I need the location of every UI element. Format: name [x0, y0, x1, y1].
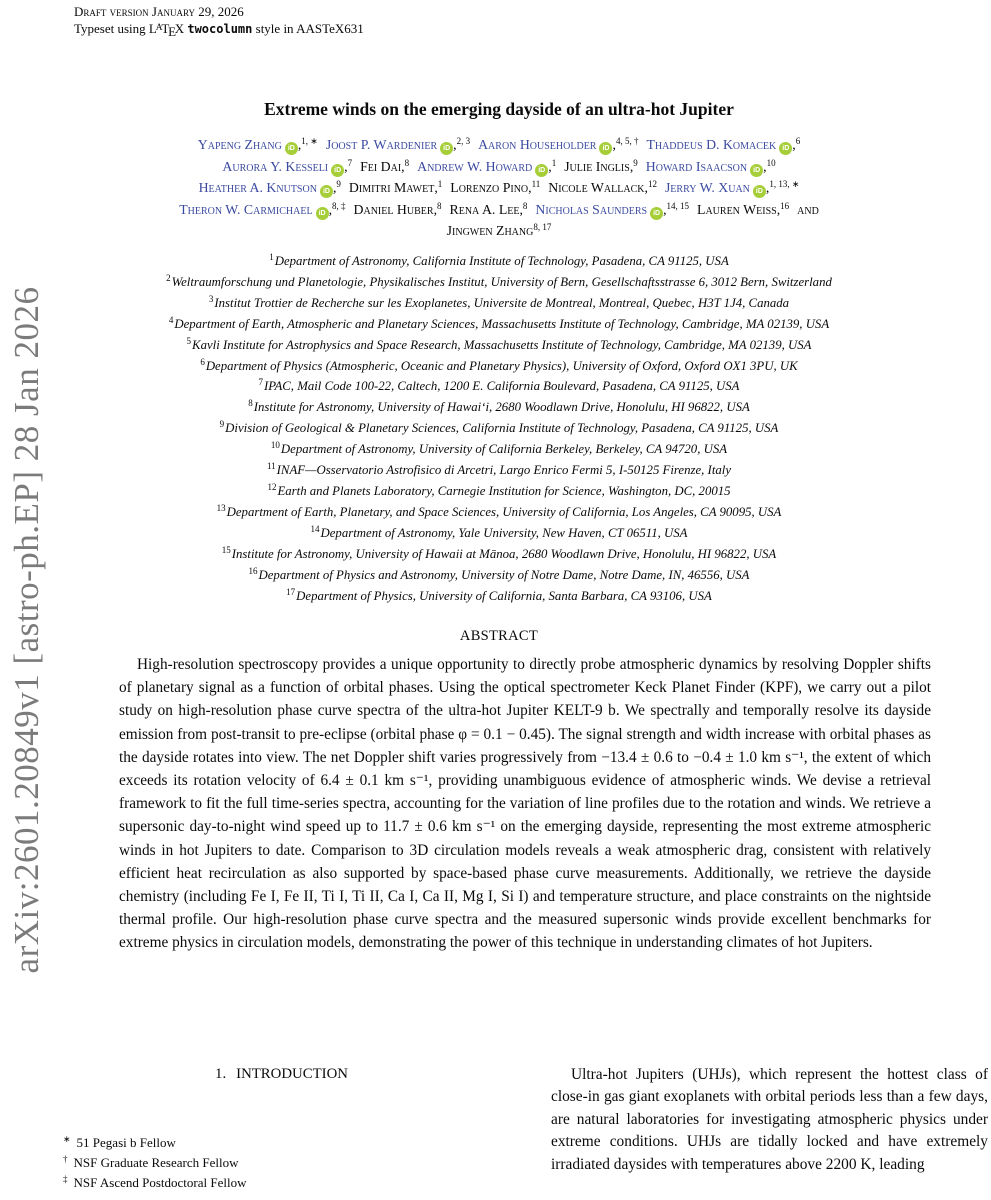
- author-name-link[interactable]: Andrew W. Howard: [417, 158, 533, 174]
- author-affiliation-sup: 8, ‡: [332, 200, 346, 211]
- affiliation-number: 2: [166, 272, 171, 283]
- affiliation-number: 12: [267, 481, 277, 492]
- author-affiliation-sup: 10: [766, 157, 776, 168]
- abstract-text: High-resolution spectroscopy provides a unique opportunity to directly probe atmospheric dynamics by resolving Doppler shifts of planetary signal as a function of orbital phases. Using the optical spectrometer Keck Planet Finder (KPF), we carry out a pilot study on high-resolution phase curve spectra of the ultra-hot Jupiter KELT-9 b. We spectrally and temporally resolve its dayside emission from post-transit to pre-eclipse (orbital phase φ = 0.1 − 0.45). The signal strength and width increase with orbital phases as the dayside rotates into view. The net Doppler shift varies progressively from −13.4 ± 0.6 to −0.4 ± 1.0 km s⁻¹, the extent of which exceeds its rotation velocity of 6.4 ± 0.1 km s⁻¹, providing unambiguous evidence of atmospheric winds. We devise a retrieval framework to fit the full time-series spectra, accounting for the variation of line profiles due to the rotation and winds. We retrieve a supersonic day-to-night wind speed up to 11.7 ± 0.6 km s⁻¹ on the emerging dayside, representing the most extreme atmospheric winds in hot Jupiters to date. Comparison to 3D circulation models reveals a weak atmospheric drag, consistent with relatively efficient heat recirculation as also supported by space-based phase curve measurements. Additionally, we retrieve the dayside chemistry (including Fe I, Fe II, Ti I, Ti II, Ca I, Ca II, Mg I, Si I) and temperature structure, and place constraints on the nightside thermal profile. Our high-resolution phase curve spectra and the measured supersonic winds provide excellent benchmarks for extreme physics in circulation models, demonstrating the power of this technique in understanding climates of hot Jupiters.: [119, 656, 931, 952]
- author-entry: Aurora Y. Kesseli iD ,$^7$: [222, 159, 352, 174]
- affiliation-number: 15: [221, 544, 231, 555]
- page-title: Extreme winds on the emerging dayside of an ultra-hot Jupiter: [264, 99, 734, 119]
- affiliation-number: 8: [248, 398, 253, 409]
- affiliation-line: $^8$Institute for Astronomy, University of Hawaiʻi, 2680 Woodlawn Drive, Honolulu, HI 96822, USA: [248, 398, 750, 415]
- author-line: [36, 220, 962, 242]
- author-affiliation-sup: 1: [437, 179, 443, 190]
- author-and: [797, 202, 819, 217]
- author-name: Lauren Weiss: [697, 201, 777, 217]
- affiliation-line: $^9$Division of Geological & Planetary Sciences, California Institute of Technology, Pasadena, CA 91125, USA: [219, 419, 779, 436]
- affiliation-line: $^4$Department of Earth, Atmospheric and Planetary Sciences, Massachusetts Institute of Technology, Cambridge, MA 02139, USA: [168, 314, 830, 331]
- affiliation-number: 3: [208, 293, 214, 304]
- author-block: [36, 134, 962, 242]
- orcid-icon[interactable]: iD: [320, 185, 333, 198]
- footnote-line: † NSF Graduate Research Fellow: [63, 1154, 239, 1170]
- author-affiliation-sup: 7: [347, 157, 353, 168]
- author-name: Rena A. Lee: [449, 201, 520, 217]
- affiliation-line: $^3$Institut Trottier de Recherche sur les Exoplanetes, Universite de Montreal, Montreal, Quebec, H3T 1J4, Canada: [208, 293, 790, 310]
- author-entry: Joost P. Wardenier iD ,$^{2, 3}$: [326, 137, 470, 152]
- author-name-link[interactable]: Aaron Householder: [478, 137, 597, 152]
- author-entry: Julie Inglis,$^9$: [564, 157, 638, 174]
- author-name-link[interactable]: Aurora Y. Kesseli: [222, 158, 329, 174]
- orcid-icon[interactable]: iD: [650, 207, 663, 220]
- author-affiliation-sup: 11: [531, 179, 541, 190]
- typeset-line: Typeset using LATEX twocolumn style in AASTeX631: [74, 21, 364, 39]
- author-entry: Lauren Weiss,$^{16}$: [697, 200, 790, 217]
- author-name: Jingwen Zhang: [446, 223, 534, 239]
- twocolumn-keyword: twocolumn: [187, 22, 253, 36]
- author-entry: Jerry W. Xuan iD ,$^{1, 13, ∗}$: [665, 180, 799, 195]
- author-name: Fei Dai: [360, 158, 402, 174]
- footnote-line: ‡ NSF Ascend Postdoctoral Fellow: [63, 1174, 247, 1190]
- author-entry: Daniel Huber,$^8$: [353, 200, 442, 217]
- author-affiliation-sup: 4, 5, †: [615, 136, 639, 146]
- author-line: [36, 177, 962, 199]
- affiliation-line: $^1$Department of Astronomy, California Institute of Technology, Pasadena, CA 91125, USA: [269, 252, 729, 268]
- abstract-heading: ABSTRACT: [459, 628, 539, 644]
- affiliation-number: 4: [168, 314, 174, 325]
- orcid-icon[interactable]: iD: [753, 185, 766, 198]
- left-column: [63, 1066, 500, 1083]
- author-line: [36, 134, 962, 156]
- orcid-icon[interactable]: iD: [779, 142, 792, 155]
- affiliation-number: 17: [286, 586, 296, 597]
- right-column: [551, 1064, 988, 1176]
- footnote-marker: ‡: [63, 1174, 68, 1184]
- orcid-icon[interactable]: iD: [285, 142, 298, 155]
- author-entry: Andrew W. Howard iD ,$^1$: [417, 159, 556, 174]
- author-affiliation-sup: 9: [336, 179, 341, 190]
- author-name-link[interactable]: Theron W. Carmichael: [179, 201, 313, 217]
- footnote-block: [63, 1133, 500, 1193]
- author-entry: Howard Isaacson iD ,$^{10}$: [646, 159, 776, 174]
- affiliation-number: 5: [186, 335, 192, 346]
- author-affiliation-sup: 8: [404, 157, 410, 168]
- affiliation-line: $^7$IPAC, Mail Code 100-22, Caltech, 1200 E. California Boulevard, Pasadena, CA 91125, USA: [258, 377, 740, 394]
- orcid-icon[interactable]: iD: [599, 142, 612, 155]
- affiliation-number: 10: [270, 440, 280, 451]
- author-affiliation-sup: 1: [551, 157, 557, 168]
- affiliation-line: $^{13}$Department of Earth, Planetary, and Space Sciences, University of California, Los Angeles, CA 90095, USA: [216, 502, 782, 519]
- affiliation-line: $^2$Weltraumforschung und Planetologie, Physikalisches Institut, University of Bern, Gesellschaftsstrasse 6, 3012 Bern, Switzerland: [166, 272, 832, 289]
- doc-header: [74, 3, 364, 40]
- affiliation-line: $^{15}$Institute for Astronomy, University of Hawaii at Mānoa, 2680 Woodlawn Drive, Honolulu, HI 96822, USA: [221, 544, 777, 561]
- author-affiliation-sup: 16: [780, 200, 790, 211]
- author-entry: Nicholas Saunders iD ,$^{14, 15}$: [535, 202, 689, 217]
- section-number: 1.: [215, 1066, 227, 1082]
- affiliation-line: $^{14}$Department of Astronomy, Yale University, New Haven, CT 06511, USA: [310, 523, 688, 540]
- section-heading: [63, 1066, 500, 1083]
- draft-version-line: Draft version January 29, 2026: [74, 4, 244, 19]
- author-affiliation-sup: 1, 13, ∗: [769, 179, 800, 190]
- author-name-link[interactable]: Jerry W. Xuan: [664, 180, 750, 196]
- author-entry: Aaron Householder iD ,$^{4, 5, \dagger}$: [478, 137, 638, 152]
- affiliation-line: $^{12}$Earth and Planets Laboratory, Carnegie Institution for Science, Washington, DC, 20015: [267, 481, 731, 498]
- author-entry: Yapeng Zhang iD ,$^{1, ∗}$: [198, 137, 318, 152]
- author-affiliation-sup: 9: [633, 157, 638, 168]
- author-line: [36, 199, 962, 221]
- affiliation-line: $^{16}$Department of Physics and Astronomy, University of Notre Dame, Notre Dame, IN, 46556, USA: [248, 565, 750, 582]
- author-name-link[interactable]: Joost P. Wardenier: [325, 137, 438, 152]
- author-entry: Rena A. Lee,$^8$: [449, 200, 528, 217]
- author-name-link[interactable]: Yapeng Zhang: [197, 137, 282, 152]
- author-name-link[interactable]: Howard Isaacson: [645, 158, 748, 174]
- author-name-link[interactable]: Nicholas Saunders: [535, 201, 648, 217]
- affiliation-line: $^{11}$INAF—Osservatorio Astrofisico di Arcetri, Largo Enrico Fermi 5, I-50125 Firenze, Italy: [266, 461, 732, 478]
- author-affiliation-sup: 6: [795, 136, 801, 146]
- affiliation-line: $^{17}$Department of Physics, University of California, Santa Barbara, CA 93106, USA: [286, 586, 712, 603]
- author-name-link[interactable]: Thaddeus D. Komacek: [646, 137, 777, 152]
- author-affiliation-sup: 1, ∗: [301, 136, 318, 146]
- author-name-link[interactable]: Heather A. Knutson: [198, 180, 317, 196]
- orcid-icon[interactable]: iD: [316, 207, 329, 220]
- affiliation-number: 7: [258, 377, 264, 388]
- affiliation-number: 11: [266, 461, 276, 472]
- author-affiliation-sup: 2, 3: [456, 136, 471, 146]
- author-name: Nicole Wallack: [548, 180, 645, 196]
- affiliation-number: 16: [248, 565, 258, 576]
- footnote-line: ∗ 51 Pegasi b Fellow: [63, 1134, 176, 1150]
- intro-paragraph: Ultra-hot Jupiters (UHJs), which represent the hottest class of close-in gas giant exoplanets with orbital periods less than a few days, are natural laboratories for investigating atmospheric physics under extreme conditions. UHJs are tidally locked and have extremely irradiated daysides with temperatures above 2200 K, leading: [551, 1066, 988, 1173]
- author-entry: [447, 223, 552, 238]
- author-entry: Lorenzo Pino,$^{11}$: [450, 179, 541, 196]
- section-title: INTRODUCTION: [236, 1066, 348, 1082]
- author-entry: Heather A. Knutson iD ,$^9$: [199, 180, 341, 195]
- author-affiliation-sup: 12: [647, 179, 657, 190]
- affiliation-line: $^5$Kavli Institute for Astrophysics and Space Research, Massachusetts Institute of Technology, Cambridge, MA 02139, USA: [186, 335, 812, 352]
- orcid-icon[interactable]: iD: [535, 164, 548, 177]
- author-entry: Nicole Wallack,$^{12}$: [548, 179, 657, 196]
- affiliation-line: $^6$Department of Physics (Atmospheric, Oceanic and Planetary Physics), University of Oxford, Oxford OX1 3PU, UK: [200, 356, 798, 373]
- author-name: and: [797, 201, 819, 217]
- author-entry: Theron W. Carmichael iD ,$^{8, \ddagger}$: [179, 202, 345, 217]
- affiliation-line: $^{10}$Department of Astronomy, University of California Berkeley, Berkeley, CA 94720, USA: [270, 440, 728, 457]
- orcid-icon[interactable]: iD: [331, 164, 344, 177]
- footnote-marker: †: [63, 1154, 68, 1164]
- author-affiliation-sup: 8, 17: [533, 222, 552, 233]
- author-name: Julie Inglis: [564, 158, 630, 174]
- orcid-icon[interactable]: iD: [750, 164, 763, 177]
- author-name: Dimitri Mawet: [348, 180, 435, 196]
- author-name: Daniel Huber: [353, 201, 434, 217]
- affiliation-number: 6: [200, 356, 205, 367]
- affiliation-number: 13: [216, 502, 226, 513]
- affiliation-list: [28, 251, 970, 606]
- affiliation-number: 9: [219, 419, 225, 430]
- author-affiliation-sup: 8: [437, 200, 442, 211]
- arxiv-banner: arXiv:2601.20849v1 [astro-ph.EP] 28 Jan 2026: [7, 286, 46, 974]
- author-line: [36, 156, 962, 178]
- footnote-marker: ∗: [63, 1134, 71, 1144]
- author-affiliation-sup: 8: [522, 200, 528, 211]
- orcid-icon[interactable]: iD: [440, 142, 453, 155]
- author-affiliation-sup: 14, 15: [666, 200, 690, 211]
- author-name: Lorenzo Pino: [450, 180, 529, 196]
- affiliation-number: 14: [310, 523, 320, 534]
- latex-logo: LATEX: [148, 21, 185, 39]
- affiliation-number: 1: [269, 252, 274, 262]
- author-entry: Fei Dai,$^8$: [360, 157, 410, 174]
- author-entry: Dimitri Mawet,$^1$: [348, 179, 443, 196]
- author-entry: Thaddeus D. Komacek iD ,$^6$: [646, 137, 800, 152]
